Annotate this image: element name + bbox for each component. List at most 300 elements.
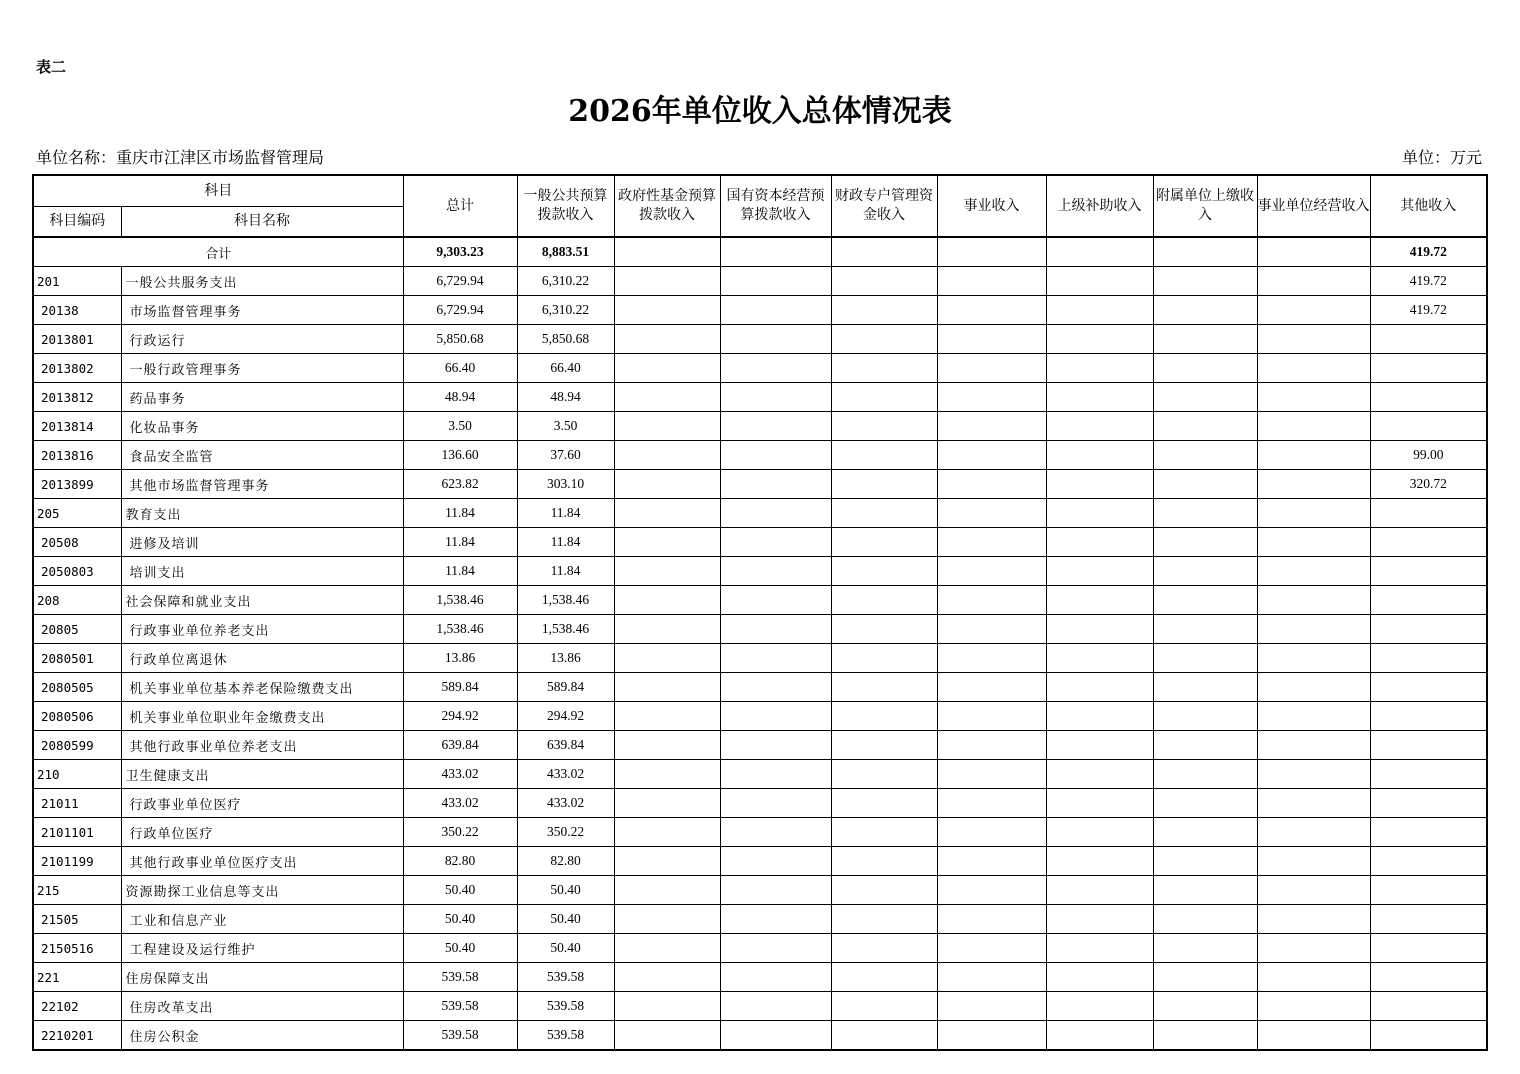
row-other-income bbox=[1370, 702, 1487, 731]
row-other-income bbox=[1370, 325, 1487, 354]
row-state-capital bbox=[720, 470, 831, 499]
header-business-income: 事业收入 bbox=[937, 175, 1046, 237]
row-other-income bbox=[1370, 644, 1487, 673]
row-general-budget: 3.50 bbox=[517, 412, 614, 441]
row-code: 2150516 bbox=[33, 934, 121, 963]
row-total: 1,538.46 bbox=[403, 586, 517, 615]
row-affiliated-income bbox=[1153, 905, 1257, 934]
row-general-budget: 50.40 bbox=[517, 934, 614, 963]
row-affiliated-income bbox=[1153, 354, 1257, 383]
row-name: 一般行政管理事务 bbox=[121, 354, 403, 383]
row-general-budget: 294.92 bbox=[517, 702, 614, 731]
row-superior-subsidy bbox=[1046, 470, 1153, 499]
row-operating-income bbox=[1257, 644, 1370, 673]
page-title: 2026年单位收入总体情况表 bbox=[568, 94, 952, 129]
row-business-income bbox=[937, 325, 1046, 354]
row-superior-subsidy bbox=[1046, 731, 1153, 760]
row-name: 一般公共服务支出 bbox=[121, 267, 403, 296]
table-row bbox=[33, 934, 1487, 963]
row-business-income bbox=[937, 1021, 1046, 1051]
row-business-income bbox=[937, 673, 1046, 702]
row-special-fund bbox=[831, 905, 937, 934]
row-operating-income bbox=[1257, 441, 1370, 470]
row-general-budget: 5,850.68 bbox=[517, 325, 614, 354]
row-state-capital bbox=[720, 992, 831, 1021]
row-name: 其他行政事业单位医疗支出 bbox=[121, 847, 403, 876]
row-business-income bbox=[937, 702, 1046, 731]
row-business-income bbox=[937, 586, 1046, 615]
row-code: 2101101 bbox=[33, 818, 121, 847]
row-operating-income bbox=[1257, 1021, 1370, 1051]
row-operating-income bbox=[1257, 615, 1370, 644]
row-total: 50.40 bbox=[403, 934, 517, 963]
row-code: 2080506 bbox=[33, 702, 121, 731]
row-code: 2101199 bbox=[33, 847, 121, 876]
row-business-income bbox=[937, 412, 1046, 441]
row-business-income bbox=[937, 934, 1046, 963]
row-business-income bbox=[937, 644, 1046, 673]
row-special-fund bbox=[831, 760, 937, 789]
unit-name: 单位名称：重庆市江津区市场监督管理局 bbox=[36, 148, 325, 167]
row-business-income bbox=[937, 992, 1046, 1021]
row-state-capital bbox=[720, 963, 831, 992]
row-state-capital bbox=[720, 354, 831, 383]
row-code: 210 bbox=[33, 760, 121, 789]
row-other-income bbox=[1370, 1021, 1487, 1051]
table-row bbox=[33, 267, 1487, 296]
row-state-capital bbox=[720, 499, 831, 528]
row-state-capital bbox=[720, 673, 831, 702]
table-row bbox=[33, 296, 1487, 325]
row-superior-subsidy bbox=[1046, 673, 1153, 702]
row-business-income bbox=[937, 267, 1046, 296]
row-gov-fund bbox=[614, 876, 720, 905]
row-gov-fund bbox=[614, 673, 720, 702]
row-name: 行政单位离退休 bbox=[121, 644, 403, 673]
row-special-fund bbox=[831, 963, 937, 992]
row-general-budget: 350.22 bbox=[517, 818, 614, 847]
row-affiliated-income bbox=[1153, 1021, 1257, 1051]
row-total: 50.40 bbox=[403, 905, 517, 934]
row-name: 卫生健康支出 bbox=[121, 760, 403, 789]
row-name: 进修及培训 bbox=[121, 528, 403, 557]
row-other-income bbox=[1370, 934, 1487, 963]
row-other-income bbox=[1370, 963, 1487, 992]
row-total: 433.02 bbox=[403, 789, 517, 818]
row-other-income bbox=[1370, 412, 1487, 441]
row-state-capital bbox=[720, 905, 831, 934]
row-other-income: 99.00 bbox=[1370, 441, 1487, 470]
row-affiliated-income bbox=[1153, 383, 1257, 412]
row-affiliated-income bbox=[1153, 528, 1257, 557]
row-total: 350.22 bbox=[403, 818, 517, 847]
header-other-income: 其他收入 bbox=[1370, 175, 1487, 237]
row-name: 行政单位医疗 bbox=[121, 818, 403, 847]
row-code: 20138 bbox=[33, 296, 121, 325]
row-superior-subsidy bbox=[1046, 557, 1153, 586]
row-total: 82.80 bbox=[403, 847, 517, 876]
row-affiliated-income bbox=[1153, 644, 1257, 673]
row-affiliated-income bbox=[1153, 499, 1257, 528]
row-operating-income bbox=[1257, 876, 1370, 905]
row-state-capital bbox=[720, 934, 831, 963]
income-table bbox=[32, 174, 1488, 1051]
table-row bbox=[33, 963, 1487, 992]
row-operating-income bbox=[1257, 702, 1370, 731]
row-special-fund bbox=[831, 499, 937, 528]
header-affiliated-income: 附属单位上缴收入 bbox=[1153, 175, 1257, 237]
table-row bbox=[33, 760, 1487, 789]
total-label: 合计 bbox=[33, 237, 403, 267]
row-gov-fund bbox=[614, 789, 720, 818]
row-name: 机关事业单位职业年金缴费支出 bbox=[121, 702, 403, 731]
row-superior-subsidy bbox=[1046, 876, 1153, 905]
row-gov-fund bbox=[614, 557, 720, 586]
row-total: 6,729.94 bbox=[403, 296, 517, 325]
row-general-budget: 37.60 bbox=[517, 441, 614, 470]
row-name: 工程建设及运行维护 bbox=[121, 934, 403, 963]
row-state-capital bbox=[720, 412, 831, 441]
row-name: 住房保障支出 bbox=[121, 963, 403, 992]
row-total: 433.02 bbox=[403, 760, 517, 789]
row-other-income bbox=[1370, 383, 1487, 412]
row-operating-income bbox=[1257, 789, 1370, 818]
table-tag: 表二 bbox=[36, 58, 67, 76]
row-business-income bbox=[937, 528, 1046, 557]
row-gov-fund bbox=[614, 528, 720, 557]
row-state-capital bbox=[720, 644, 831, 673]
row-general-budget: 1,538.46 bbox=[517, 615, 614, 644]
header-special-fund: 财政专户管理资金收入 bbox=[831, 175, 937, 237]
header-state-capital: 国有资本经营预算拨款收入 bbox=[720, 175, 831, 237]
row-special-fund bbox=[831, 470, 937, 499]
row-state-capital bbox=[720, 615, 831, 644]
total-total: 9,303.23 bbox=[403, 237, 517, 267]
row-total: 11.84 bbox=[403, 499, 517, 528]
row-total: 539.58 bbox=[403, 963, 517, 992]
row-special-fund bbox=[831, 586, 937, 615]
row-special-fund bbox=[831, 847, 937, 876]
table-row bbox=[33, 383, 1487, 412]
table-row bbox=[33, 412, 1487, 441]
row-name: 工业和信息产业 bbox=[121, 905, 403, 934]
row-gov-fund bbox=[614, 818, 720, 847]
row-general-budget: 6,310.22 bbox=[517, 267, 614, 296]
row-state-capital bbox=[720, 557, 831, 586]
row-business-income bbox=[937, 847, 1046, 876]
row-other-income bbox=[1370, 528, 1487, 557]
row-affiliated-income bbox=[1153, 760, 1257, 789]
row-special-fund bbox=[831, 354, 937, 383]
header-subject-code: 科目编码 bbox=[33, 207, 121, 238]
row-gov-fund bbox=[614, 615, 720, 644]
table-row bbox=[33, 702, 1487, 731]
row-special-fund bbox=[831, 325, 937, 354]
row-gov-fund bbox=[614, 499, 720, 528]
row-code: 2080505 bbox=[33, 673, 121, 702]
row-total: 50.40 bbox=[403, 876, 517, 905]
table-row bbox=[33, 789, 1487, 818]
row-state-capital bbox=[720, 847, 831, 876]
total-operating-income bbox=[1257, 237, 1370, 267]
row-gov-fund bbox=[614, 905, 720, 934]
row-operating-income bbox=[1257, 847, 1370, 876]
row-special-fund bbox=[831, 615, 937, 644]
row-other-income bbox=[1370, 354, 1487, 383]
row-other-income bbox=[1370, 557, 1487, 586]
row-gov-fund bbox=[614, 1021, 720, 1051]
row-general-budget: 11.84 bbox=[517, 557, 614, 586]
row-other-income: 419.72 bbox=[1370, 267, 1487, 296]
total-affiliated-income bbox=[1153, 237, 1257, 267]
row-state-capital bbox=[720, 818, 831, 847]
row-special-fund bbox=[831, 934, 937, 963]
row-business-income bbox=[937, 383, 1046, 412]
row-gov-fund bbox=[614, 470, 720, 499]
row-other-income bbox=[1370, 586, 1487, 615]
header-subject: 科目 bbox=[33, 175, 403, 207]
row-code: 205 bbox=[33, 499, 121, 528]
row-special-fund bbox=[831, 412, 937, 441]
row-business-income bbox=[937, 818, 1046, 847]
table-row bbox=[33, 905, 1487, 934]
row-gov-fund bbox=[614, 586, 720, 615]
row-affiliated-income bbox=[1153, 296, 1257, 325]
row-operating-income bbox=[1257, 905, 1370, 934]
total-general-budget: 8,883.51 bbox=[517, 237, 614, 267]
total-row bbox=[33, 237, 1487, 267]
row-name: 社会保障和就业支出 bbox=[121, 586, 403, 615]
row-total: 639.84 bbox=[403, 731, 517, 760]
row-general-budget: 50.40 bbox=[517, 905, 614, 934]
row-name: 资源勘探工业信息等支出 bbox=[121, 876, 403, 905]
row-general-budget: 539.58 bbox=[517, 992, 614, 1021]
row-superior-subsidy bbox=[1046, 528, 1153, 557]
row-operating-income bbox=[1257, 673, 1370, 702]
row-other-income: 320.72 bbox=[1370, 470, 1487, 499]
row-superior-subsidy bbox=[1046, 615, 1153, 644]
table-row bbox=[33, 470, 1487, 499]
row-operating-income bbox=[1257, 412, 1370, 441]
row-code: 221 bbox=[33, 963, 121, 992]
row-gov-fund bbox=[614, 412, 720, 441]
row-other-income bbox=[1370, 876, 1487, 905]
table-row bbox=[33, 499, 1487, 528]
row-name: 培训支出 bbox=[121, 557, 403, 586]
row-total: 3.50 bbox=[403, 412, 517, 441]
table-row bbox=[33, 644, 1487, 673]
table-row bbox=[33, 818, 1487, 847]
row-general-budget: 13.86 bbox=[517, 644, 614, 673]
row-code: 22102 bbox=[33, 992, 121, 1021]
row-state-capital bbox=[720, 325, 831, 354]
total-superior-subsidy bbox=[1046, 237, 1153, 267]
row-superior-subsidy bbox=[1046, 818, 1153, 847]
row-state-capital bbox=[720, 702, 831, 731]
row-name: 住房公积金 bbox=[121, 1021, 403, 1051]
row-state-capital bbox=[720, 876, 831, 905]
row-superior-subsidy bbox=[1046, 267, 1153, 296]
row-general-budget: 6,310.22 bbox=[517, 296, 614, 325]
row-business-income bbox=[937, 354, 1046, 383]
row-total: 539.58 bbox=[403, 1021, 517, 1051]
row-code: 21011 bbox=[33, 789, 121, 818]
row-general-budget: 82.80 bbox=[517, 847, 614, 876]
row-general-budget: 433.02 bbox=[517, 789, 614, 818]
row-affiliated-income bbox=[1153, 702, 1257, 731]
row-total: 589.84 bbox=[403, 673, 517, 702]
row-gov-fund bbox=[614, 731, 720, 760]
row-total: 136.60 bbox=[403, 441, 517, 470]
row-affiliated-income bbox=[1153, 847, 1257, 876]
row-superior-subsidy bbox=[1046, 296, 1153, 325]
row-other-income bbox=[1370, 789, 1487, 818]
row-business-income bbox=[937, 557, 1046, 586]
row-code: 208 bbox=[33, 586, 121, 615]
row-business-income bbox=[937, 470, 1046, 499]
row-state-capital bbox=[720, 586, 831, 615]
row-code: 2050803 bbox=[33, 557, 121, 586]
row-superior-subsidy bbox=[1046, 760, 1153, 789]
table-row bbox=[33, 441, 1487, 470]
row-state-capital bbox=[720, 383, 831, 412]
row-gov-fund bbox=[614, 963, 720, 992]
row-general-budget: 48.94 bbox=[517, 383, 614, 412]
row-code: 2080599 bbox=[33, 731, 121, 760]
row-superior-subsidy bbox=[1046, 441, 1153, 470]
row-name: 机关事业单位基本养老保险缴费支出 bbox=[121, 673, 403, 702]
row-other-income bbox=[1370, 499, 1487, 528]
row-special-fund bbox=[831, 876, 937, 905]
row-gov-fund bbox=[614, 354, 720, 383]
row-special-fund bbox=[831, 557, 937, 586]
row-business-income bbox=[937, 963, 1046, 992]
row-other-income bbox=[1370, 760, 1487, 789]
row-business-income bbox=[937, 441, 1046, 470]
row-operating-income bbox=[1257, 963, 1370, 992]
row-superior-subsidy bbox=[1046, 354, 1153, 383]
row-general-budget: 589.84 bbox=[517, 673, 614, 702]
row-affiliated-income bbox=[1153, 412, 1257, 441]
header-operating-income: 事业单位经营收入 bbox=[1257, 175, 1370, 237]
row-state-capital bbox=[720, 1021, 831, 1051]
row-special-fund bbox=[831, 818, 937, 847]
row-special-fund bbox=[831, 1021, 937, 1051]
row-superior-subsidy bbox=[1046, 934, 1153, 963]
row-other-income bbox=[1370, 731, 1487, 760]
row-special-fund bbox=[831, 644, 937, 673]
row-name: 行政事业单位医疗 bbox=[121, 789, 403, 818]
table-row bbox=[33, 992, 1487, 1021]
header-superior-subsidy: 上级补助收入 bbox=[1046, 175, 1153, 237]
row-name: 行政运行 bbox=[121, 325, 403, 354]
total-state-capital bbox=[720, 237, 831, 267]
row-gov-fund bbox=[614, 934, 720, 963]
row-state-capital bbox=[720, 267, 831, 296]
row-affiliated-income bbox=[1153, 325, 1257, 354]
row-general-budget: 50.40 bbox=[517, 876, 614, 905]
total-business-income bbox=[937, 237, 1046, 267]
row-total: 11.84 bbox=[403, 557, 517, 586]
row-operating-income bbox=[1257, 934, 1370, 963]
row-gov-fund bbox=[614, 325, 720, 354]
row-business-income bbox=[937, 760, 1046, 789]
row-special-fund bbox=[831, 992, 937, 1021]
row-code: 2013801 bbox=[33, 325, 121, 354]
row-business-income bbox=[937, 296, 1046, 325]
row-gov-fund bbox=[614, 383, 720, 412]
row-total: 623.82 bbox=[403, 470, 517, 499]
row-superior-subsidy bbox=[1046, 412, 1153, 441]
row-name: 市场监督管理事务 bbox=[121, 296, 403, 325]
table-row bbox=[33, 847, 1487, 876]
row-name: 其他行政事业单位养老支出 bbox=[121, 731, 403, 760]
row-affiliated-income bbox=[1153, 586, 1257, 615]
row-affiliated-income bbox=[1153, 818, 1257, 847]
header-general-budget: 一般公共预算拨款收入 bbox=[517, 175, 614, 237]
row-affiliated-income bbox=[1153, 876, 1257, 905]
row-special-fund bbox=[831, 296, 937, 325]
row-gov-fund bbox=[614, 760, 720, 789]
row-operating-income bbox=[1257, 354, 1370, 383]
row-operating-income bbox=[1257, 760, 1370, 789]
row-operating-income bbox=[1257, 499, 1370, 528]
row-operating-income bbox=[1257, 528, 1370, 557]
row-total: 294.92 bbox=[403, 702, 517, 731]
row-special-fund bbox=[831, 789, 937, 818]
row-total: 539.58 bbox=[403, 992, 517, 1021]
row-state-capital bbox=[720, 296, 831, 325]
table-row bbox=[33, 325, 1487, 354]
row-general-budget: 539.58 bbox=[517, 963, 614, 992]
table-row bbox=[33, 586, 1487, 615]
row-total: 48.94 bbox=[403, 383, 517, 412]
row-other-income bbox=[1370, 847, 1487, 876]
table-row bbox=[33, 673, 1487, 702]
row-affiliated-income bbox=[1153, 963, 1257, 992]
row-other-income bbox=[1370, 905, 1487, 934]
row-business-income bbox=[937, 789, 1046, 818]
row-code: 2013899 bbox=[33, 470, 121, 499]
row-gov-fund bbox=[614, 296, 720, 325]
row-state-capital bbox=[720, 760, 831, 789]
row-affiliated-income bbox=[1153, 470, 1257, 499]
row-superior-subsidy bbox=[1046, 586, 1153, 615]
row-special-fund bbox=[831, 528, 937, 557]
header-gov-fund: 政府性基金预算拨款收入 bbox=[614, 175, 720, 237]
table-row bbox=[33, 876, 1487, 905]
row-business-income bbox=[937, 905, 1046, 934]
row-superior-subsidy bbox=[1046, 702, 1153, 731]
header-total: 总计 bbox=[403, 175, 517, 237]
row-affiliated-income bbox=[1153, 992, 1257, 1021]
header-subject-name: 科目名称 bbox=[121, 207, 403, 238]
row-affiliated-income bbox=[1153, 934, 1257, 963]
row-affiliated-income bbox=[1153, 615, 1257, 644]
row-name: 行政事业单位养老支出 bbox=[121, 615, 403, 644]
row-other-income bbox=[1370, 615, 1487, 644]
table-row bbox=[33, 354, 1487, 383]
row-operating-income bbox=[1257, 470, 1370, 499]
row-state-capital bbox=[720, 441, 831, 470]
row-name: 住房改革支出 bbox=[121, 992, 403, 1021]
row-total: 13.86 bbox=[403, 644, 517, 673]
row-gov-fund bbox=[614, 702, 720, 731]
row-code: 21505 bbox=[33, 905, 121, 934]
row-operating-income bbox=[1257, 818, 1370, 847]
row-general-budget: 1,538.46 bbox=[517, 586, 614, 615]
row-state-capital bbox=[720, 528, 831, 557]
